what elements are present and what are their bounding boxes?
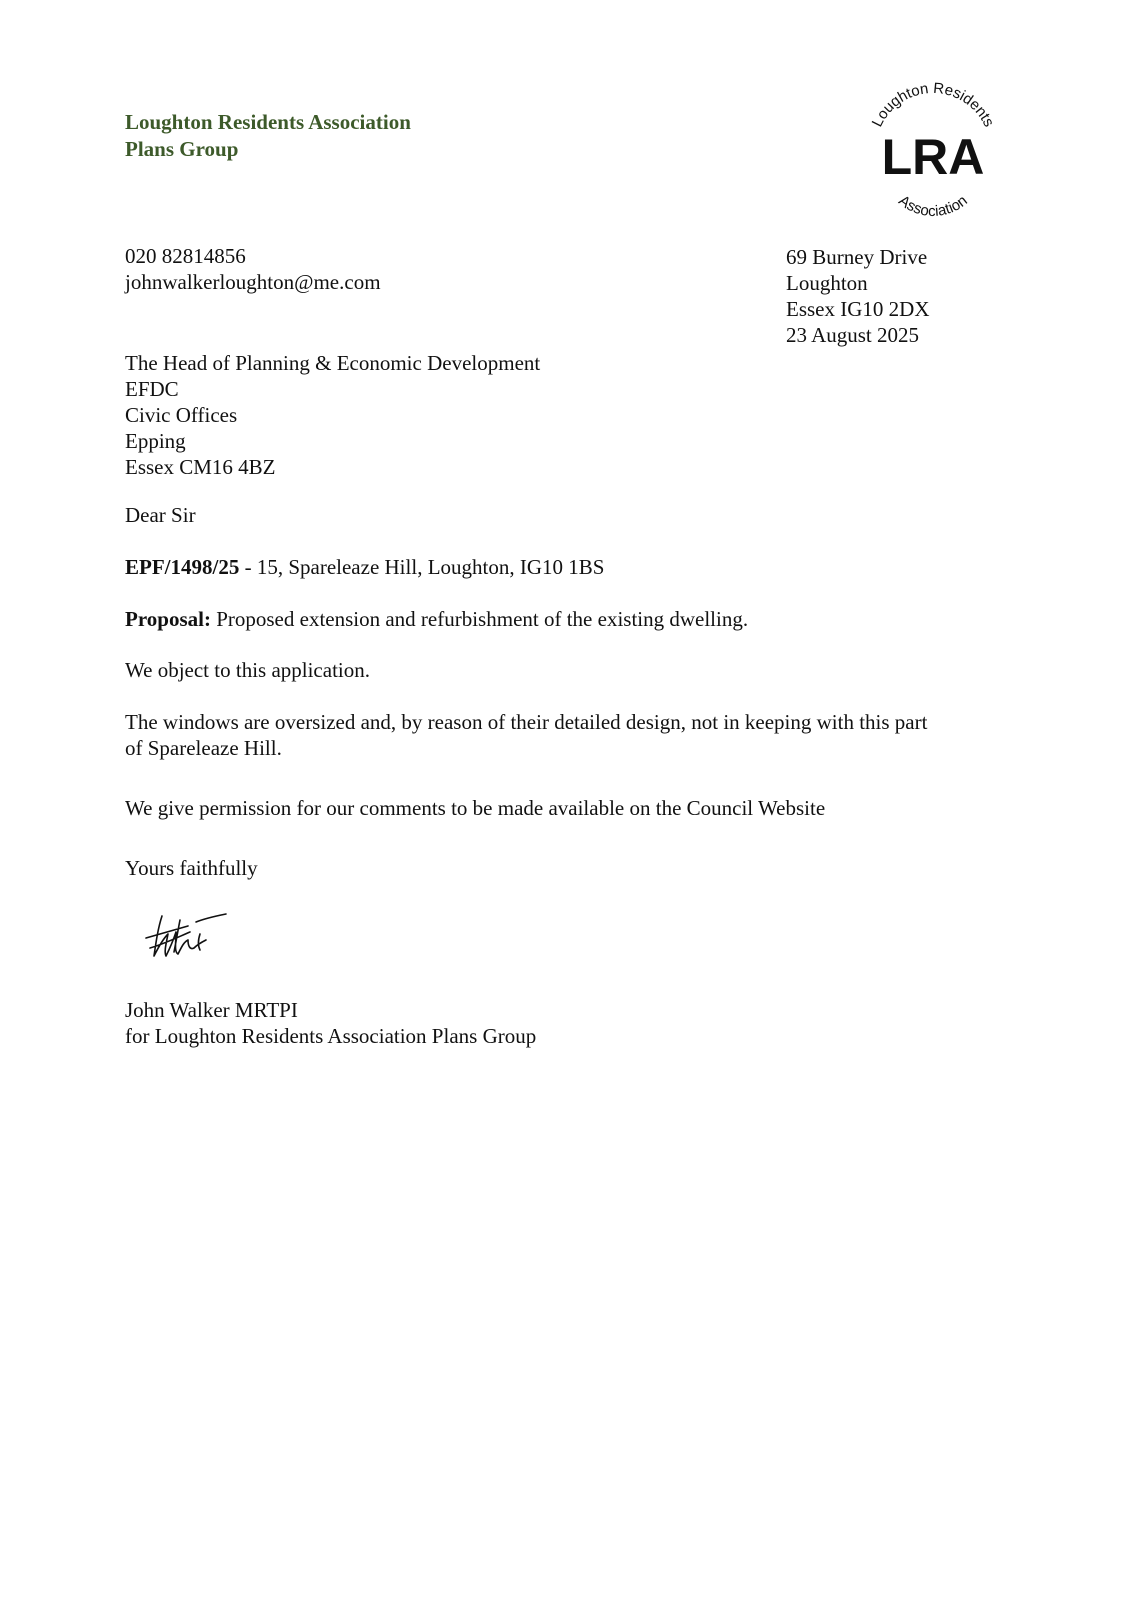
sender-phone: 020 82814856 [125, 244, 246, 268]
sender-address-town: Loughton [786, 271, 868, 295]
proposal-line [125, 606, 1015, 632]
signatory-name: John Walker MRTPI [125, 998, 298, 1022]
proposal-text: Proposed extension and refurbishment of the existing dwelling. [210, 607, 749, 631]
sender-contact [125, 243, 381, 295]
reference-address: - 15, Spareleaze Hill, Loughton, IG10 1BS [239, 555, 605, 579]
organisation-group: Plans Group [125, 137, 239, 161]
svg-text:Loughton Residents [869, 80, 998, 130]
objection-statement: We object to this application. [125, 658, 370, 682]
sender-address-postcode: Essex IG10 2DX [786, 297, 930, 321]
logo-text-top: Loughton Residents [868, 79, 998, 130]
sender-address [786, 244, 929, 348]
letter-date: 23 August 2025 [786, 323, 920, 347]
permission-statement: We give permission for our comments to be made available on the Council Website [125, 796, 826, 820]
handwritten-signature [140, 908, 230, 968]
svg-text:Association [895, 192, 970, 220]
sender-email: johnwalkerloughton@me.com [125, 270, 381, 294]
objection-reason [125, 709, 1015, 761]
lra-logo [858, 78, 1008, 228]
logo-text-main: LRA [881, 129, 985, 185]
recipient-town: Epping [125, 429, 186, 453]
objection-reason-line-1: The windows are oversized and, by reason of their detailed design, not in keeping with this part [125, 710, 928, 734]
recipient-postcode: Essex CM16 4BZ [125, 455, 276, 479]
organisation-heading [125, 109, 411, 163]
reference-line [125, 554, 1015, 580]
reference-number: EPF/1498/25 [125, 555, 240, 579]
recipient-title: The Head of Planning & Economic Development [125, 351, 541, 375]
proposal-label: Proposal: [125, 607, 211, 631]
recipient-address [125, 350, 540, 480]
sender-address-street: 69 Burney Drive [786, 245, 928, 269]
salutation: Dear Sir [125, 503, 196, 527]
closing: Yours faithfully [125, 856, 258, 880]
signatory-on-behalf: for Loughton Residents Association Plans Group [125, 1024, 537, 1048]
recipient-org: EFDC [125, 377, 179, 401]
recipient-building: Civic Offices [125, 403, 238, 427]
organisation-name: Loughton Residents Association [125, 110, 411, 134]
objection-reason-line-2: of Spareleaze Hill. [125, 736, 282, 760]
logo-text-bottom: Association [895, 192, 971, 221]
signoff-block [125, 997, 536, 1049]
